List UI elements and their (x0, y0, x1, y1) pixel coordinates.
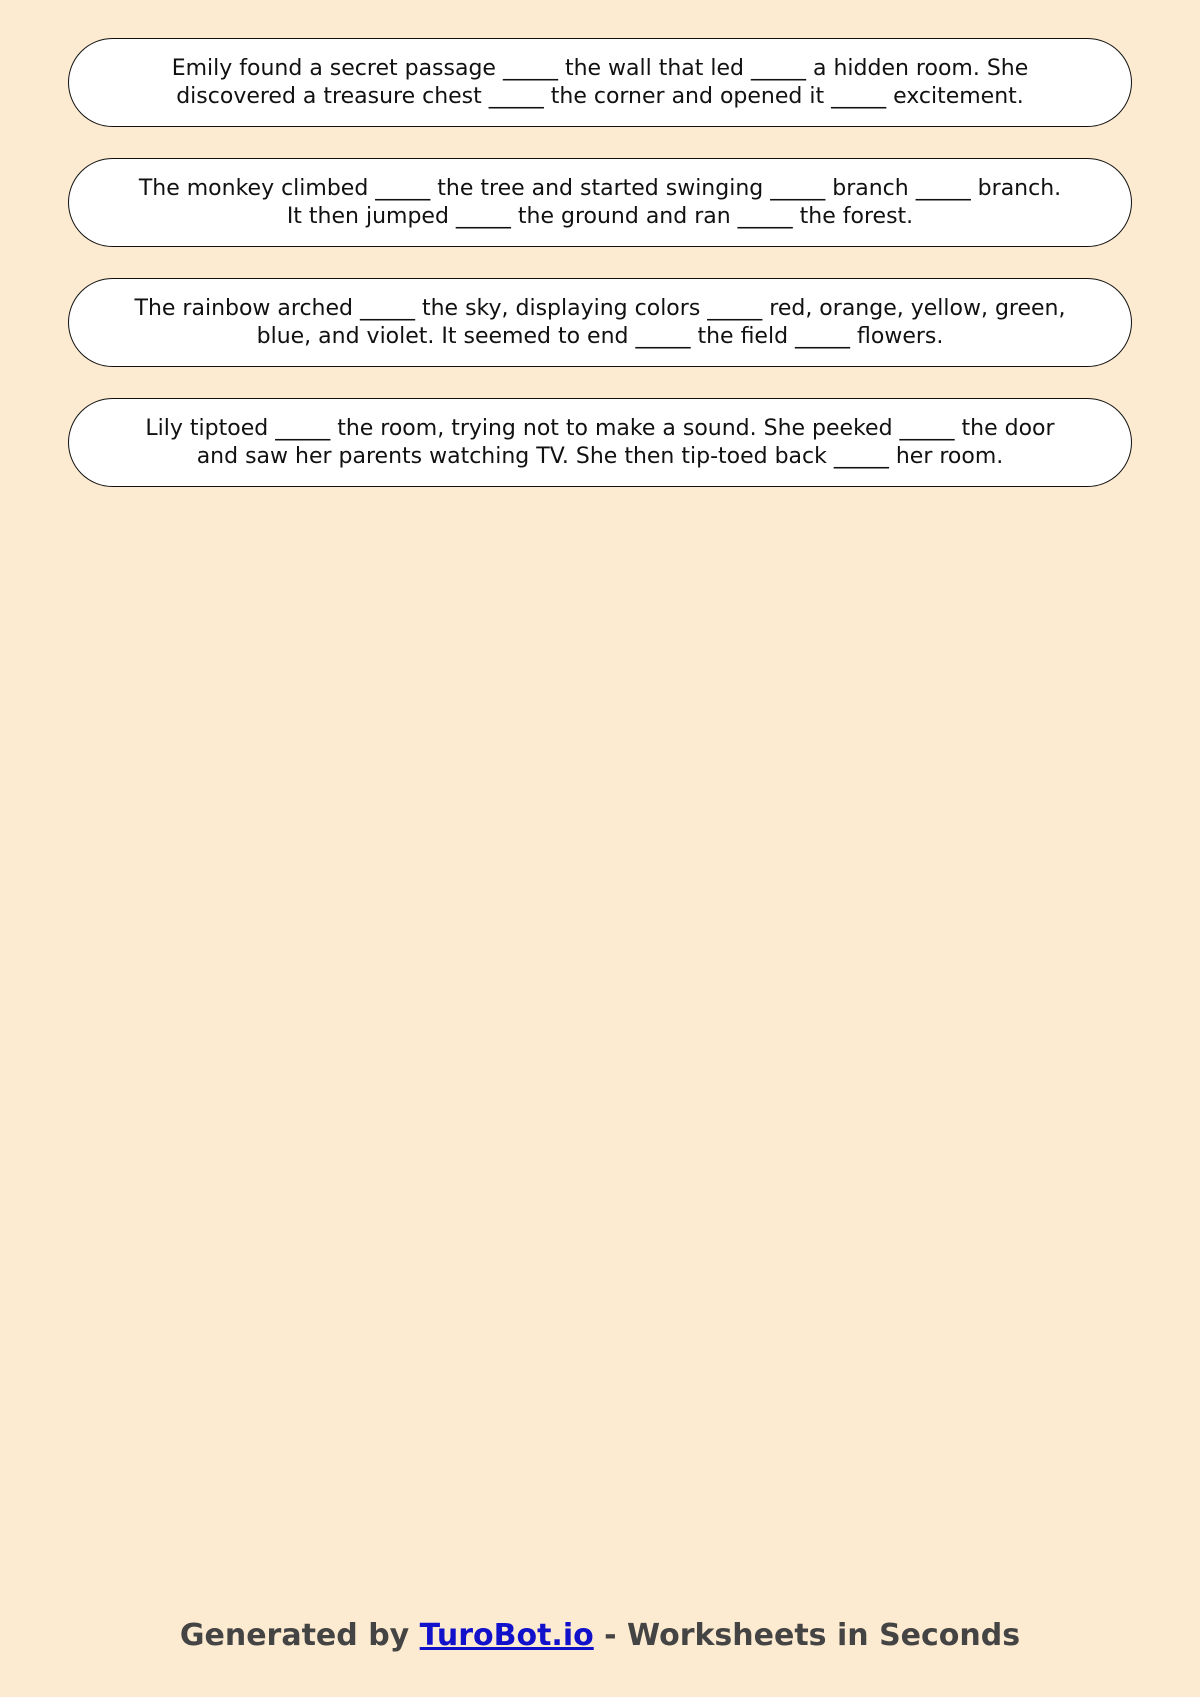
footer (0, 1618, 1200, 1653)
sentence-box (68, 278, 1132, 367)
sentence-box (68, 38, 1132, 127)
sentence-text (135, 295, 1066, 351)
sentence-line: and saw her parents watching TV. She then tip-toed back _____ her room. (196, 443, 1004, 469)
sentence-list (68, 38, 1132, 518)
sentence-text (139, 175, 1061, 231)
sentence-line: The rainbow arched _____ the sky, displaying colors _____ red, orange, yellow, green, (134, 295, 1066, 321)
footer-suffix: - Worksheets in Seconds (593, 1618, 1021, 1653)
sentence-box (68, 158, 1132, 247)
sentence-line: blue, and violet. It seemed to end _____ the field _____ flowers. (256, 323, 944, 349)
sentence-text (145, 415, 1054, 471)
sentence-line: It then jumped _____ the ground and ran _____ the forest. (286, 203, 914, 229)
sentence-text (172, 55, 1029, 111)
footer-prefix: Generated by (179, 1618, 420, 1653)
sentence-line: Emily found a secret passage _____ the wall that led _____ a hidden room. She (171, 55, 1029, 81)
sentence-line: discovered a treasure chest _____ the corner and opened it _____ excitement. (176, 83, 1024, 109)
turobot-link[interactable]: TuroBot.io (419, 1618, 594, 1653)
sentence-line: The monkey climbed _____ the tree and started swinging _____ branch _____ branch. (138, 175, 1062, 201)
sentence-line: Lily tiptoed _____ the room, trying not to make a sound. She peeked _____ the door (145, 415, 1055, 441)
sentence-box (68, 398, 1132, 487)
